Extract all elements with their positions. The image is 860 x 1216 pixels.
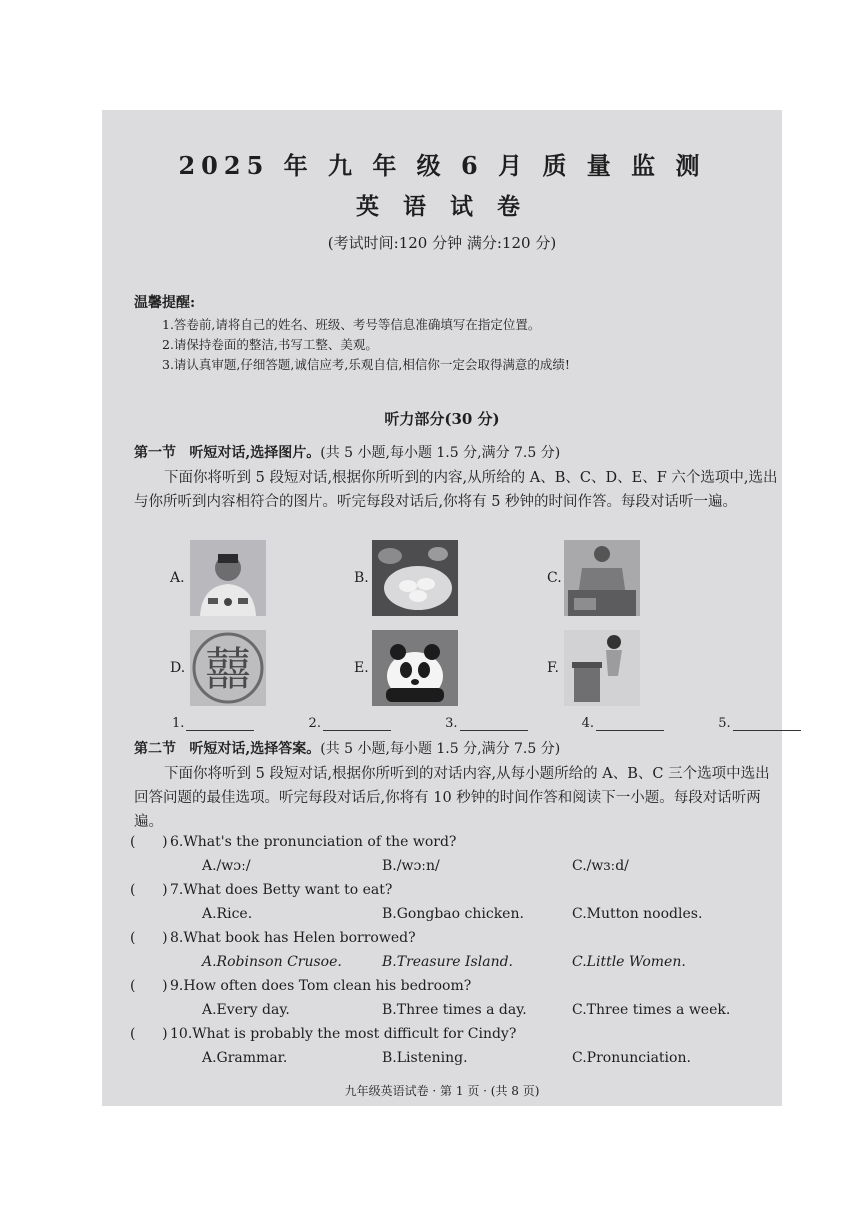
double-happiness-photo-icon xyxy=(190,630,266,706)
reminder-list xyxy=(162,315,570,375)
option-a[interactable]: A.Grammar. xyxy=(202,1050,288,1066)
blank-number: 1. xyxy=(172,716,185,731)
answer-paren: ( ) xyxy=(130,978,168,994)
reminder-item: 3.请认真审题,仔细答题,诚信应考,乐观自信,相信你一定会取得满意的成绩! xyxy=(162,357,570,372)
exam-title: 2025 年 九 年 级 6 月 质 量 监 测 xyxy=(178,151,706,180)
question-6[interactable] xyxy=(130,834,456,850)
exam-subtitle: 英 语 试 卷 xyxy=(355,193,529,220)
answer-paren: ( ) xyxy=(130,930,168,946)
answer-paren: ( ) xyxy=(130,1026,168,1042)
option-a[interactable]: A.Robinson Crusoe. xyxy=(202,954,342,970)
page-footer: 九年级英语试卷 · 第 1 页 · (共 8 页) xyxy=(344,1084,540,1098)
astronaut-photo-icon xyxy=(190,540,266,616)
part2-heading xyxy=(134,738,560,758)
answer-paren: ( ) xyxy=(130,834,168,850)
part2-score: (共 5 小题,每小题 1.5 分,满分 7.5 分) xyxy=(320,741,561,757)
part1-score: (共 5 小题,每小题 1.5 分,满分 7.5 分) xyxy=(320,445,561,461)
question-text: 9.How often does Tom clean his bedroom? xyxy=(170,978,472,994)
question-text: 7.What does Betty want to eat? xyxy=(170,882,393,898)
part1-name: 第一节 xyxy=(134,445,176,461)
option-c[interactable]: C.Mutton noodles. xyxy=(572,906,703,922)
blank-number: 4. xyxy=(581,716,595,731)
reminder-title: 温馨提醒: xyxy=(134,295,196,311)
part2-name: 第二节 xyxy=(134,741,176,757)
answer-blanks xyxy=(172,716,801,731)
exam-time-info: (考试时间:120 分钟 满分:120 分) xyxy=(327,234,557,252)
option-a[interactable]: A.Every day. xyxy=(202,1002,290,1018)
option-c[interactable]: C.Pronunciation. xyxy=(572,1050,691,1066)
option-b[interactable]: B.Three times a day. xyxy=(382,1002,527,1018)
exam-paper xyxy=(102,110,782,1106)
picture-label-a: A. xyxy=(170,570,185,586)
option-c[interactable]: C.Three times a week. xyxy=(572,1002,731,1018)
option-b[interactable]: B.Listening. xyxy=(382,1050,468,1066)
option-b[interactable]: B./wɔːn/ xyxy=(382,858,440,874)
trash-bin-photo-icon xyxy=(564,630,640,706)
answer-blank-1[interactable] xyxy=(186,716,254,731)
answer-blank-5[interactable] xyxy=(733,716,801,731)
question-text: 10.What is probably the most difficult for Cindy? xyxy=(170,1026,517,1042)
part1-heading xyxy=(134,442,560,462)
option-b[interactable]: B.Treasure Island. xyxy=(382,954,513,970)
reminder-item: 1.答卷前,请将自己的姓名、班级、考号等信息准确填写在指定位置。 xyxy=(162,317,541,332)
option-b[interactable]: B.Gongbao chicken. xyxy=(382,906,524,922)
part1-task: 听短对话,选择图片。 xyxy=(189,445,321,461)
part2-task: 听短对话,选择答案。 xyxy=(189,741,321,757)
part2-instruction: 下面你将听到 5 段短对话,根据你所听到的对话内容,从每小题所给的 A、B、C 三个选项中选出回答问题的最佳选项。听完每段对话后,你将有 10 秒钟的时间作答和阅读下一小题。每段对话听两遍。 xyxy=(134,766,770,830)
answer-blank-3[interactable] xyxy=(460,716,528,731)
part1-instruction: 下面你将听到 5 段短对话,根据你所听到的内容,从所给的 A、B、C、D、E、F 六个选项中,选出与你所听到内容相符合的图片。听完每段对话后,你将有 5 秒钟的时间作答。每段对话听一遍。 xyxy=(134,470,778,510)
answer-blank-4[interactable] xyxy=(596,716,664,731)
svg-text:囍: 囍 xyxy=(205,642,251,696)
question-text: 6.What's the pronunciation of the word? xyxy=(170,834,457,850)
question-8[interactable] xyxy=(130,930,416,946)
question-7[interactable] xyxy=(130,882,392,898)
option-a[interactable]: A.Rice. xyxy=(202,906,253,922)
listening-section-title: 听力部分(30 分) xyxy=(384,410,500,428)
blank-number: 2. xyxy=(308,716,321,731)
reminder-item: 2.请保持卷面的整洁,书写工整、美观。 xyxy=(162,337,378,352)
blank-number: 5. xyxy=(718,716,731,731)
dumplings-photo-icon xyxy=(372,540,458,616)
panda-photo-icon xyxy=(372,630,458,706)
option-a[interactable]: A./wɔː/ xyxy=(202,858,251,874)
question-10[interactable] xyxy=(130,1026,516,1042)
blank-number: 3. xyxy=(445,716,458,731)
picture-label-d: D. xyxy=(170,660,186,676)
question-9[interactable] xyxy=(130,978,471,994)
option-c[interactable]: C./wɜːd/ xyxy=(572,858,629,874)
picture-label-f: F. xyxy=(547,660,559,676)
question-text: 8.What book has Helen borrowed? xyxy=(170,930,416,946)
answer-paren: ( ) xyxy=(130,882,168,898)
picture-label-c: C. xyxy=(547,570,562,586)
picture-label-e: E. xyxy=(354,660,369,676)
clothes-photo-icon xyxy=(564,540,640,616)
answer-blank-2[interactable] xyxy=(323,716,391,731)
picture-label-b: B. xyxy=(354,570,369,586)
option-c[interactable]: C.Little Women. xyxy=(572,954,686,970)
